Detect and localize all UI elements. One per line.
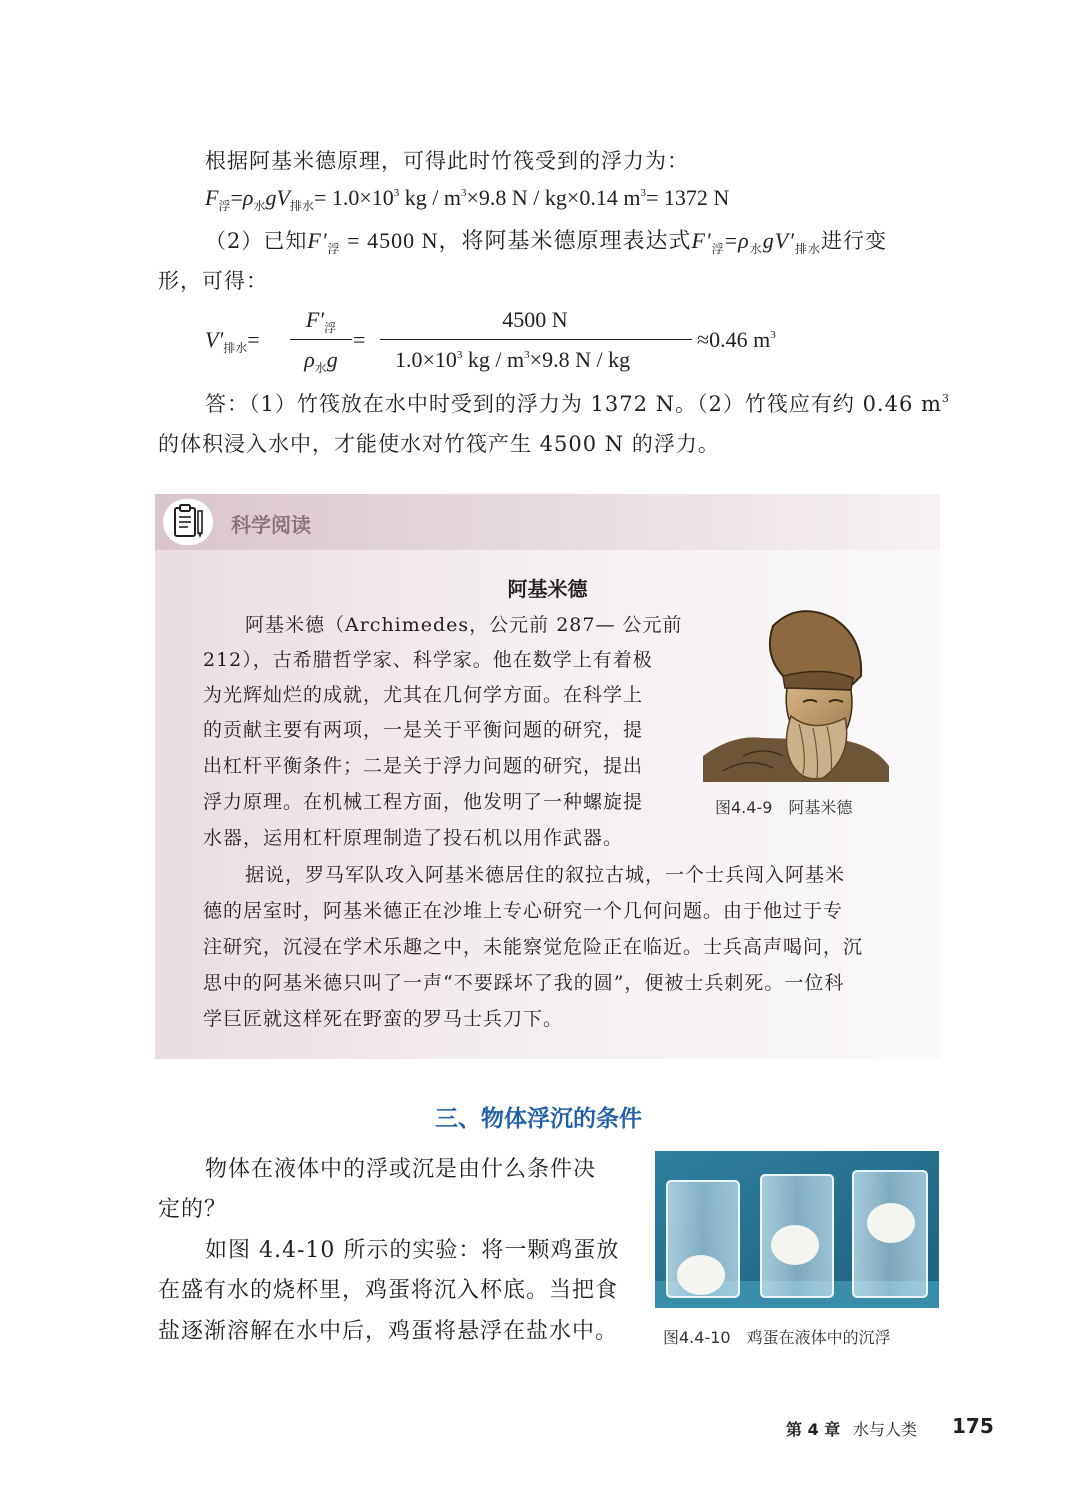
eq-denominator: ρ [304, 347, 315, 372]
equation-volume [205, 305, 825, 380]
eq-numerator: 4500 N [502, 307, 568, 332]
eq-exponent: 3 [941, 392, 950, 405]
page-number: 175 [952, 1414, 994, 1438]
eq-subscript: 浮 [324, 321, 337, 335]
body-line: 在盛有水的烧杯里，鸡蛋将沉入杯底。当把食 [158, 1278, 619, 1303]
eq-subscript: 排水 [223, 341, 248, 355]
eq-subscript: 水 [749, 242, 763, 256]
eq-symbol: F′ [307, 228, 328, 253]
eq-symbol: F′ [691, 228, 712, 253]
eq-text: 1.0×10 [395, 347, 457, 372]
eq-exponent: 3 [461, 187, 467, 199]
eq-sign: = [247, 327, 260, 352]
eq-exponent: 3 [393, 187, 400, 199]
archimedes-portrait-image [703, 606, 889, 782]
text-line [205, 227, 887, 258]
body-line: 定的？ [158, 1197, 228, 1222]
eq-text: ×9.8 N / kg [529, 347, 631, 372]
article-line: 为光辉灿烂的成就，尤其在几何学方面。在科学上 [203, 684, 644, 706]
body-line: 盐逐渐溶解在水中后，鸡蛋将悬浮在盐水中。 [158, 1319, 619, 1344]
article-line: 阿基米德（Archimedes，公元前 287— 公元前 [245, 614, 683, 636]
eq-numerator: F′ [305, 307, 325, 332]
article-line: 水器，运用杠杆原理制造了投石机以用作武器。 [203, 827, 624, 849]
article-line: 学巨匠就这样死在野蛮的罗马士兵刀下。 [203, 1008, 564, 1030]
article-title: 阿基米德 [507, 577, 588, 601]
eq-text: kg / m [462, 347, 525, 372]
article-line: 出杠杆平衡条件；二是关于浮力问题的研究，提出 [203, 755, 644, 777]
eq-subscript: 水 [314, 361, 327, 375]
eq-symbol: F [205, 185, 219, 210]
eq-text: ≈0.46 m [697, 327, 771, 352]
eq-text: kg / m [399, 185, 461, 210]
eq-sign: = [230, 185, 243, 210]
eq-subscript: 水 [253, 199, 266, 213]
eq-sign: = [353, 327, 366, 352]
article-line: 的贡献主要有两项，一是关于平衡问题的研究，提 [203, 719, 644, 741]
figure-caption: 图4.4-10 鸡蛋在液体中的沉浮 [663, 1328, 891, 1347]
text-run: 答：（1）竹筏放在水中时受到的浮力为 1372 N。（2）竹筏应有约 0.46 m [205, 392, 942, 416]
text-run: 进行变 [821, 229, 888, 253]
answer-line: 的体积浸入水中，才能使水对竹筏产生 4500 N 的浮力。 [158, 432, 720, 456]
article-line: 注研究，沉浸在学术乐趣之中，未能察觉危险正在临近。士兵高声喝问，沉 [203, 936, 864, 958]
eq-symbol: gV′ [762, 228, 795, 253]
eq-symbol: V′ [205, 327, 224, 352]
eq-symbol: ρ [738, 228, 750, 253]
fraction-bar [380, 339, 692, 340]
chapter-name: 水与人类 [853, 1420, 918, 1439]
eq-symbol: ρ [242, 185, 254, 210]
body-line: 物体在液体中的浮或沉是由什么条件决 [205, 1157, 597, 1182]
eq-exponent: 3 [770, 329, 776, 341]
figure-caption: 图4.4-9 阿基米德 [715, 798, 853, 817]
article-line: 浮力原理。在机械工程方面，他发明了一种螺旋提 [203, 791, 644, 813]
eq-exponent: 3 [640, 187, 646, 199]
article-line: 德的居室时，阿基米德正在沙堆上专心研究一个几何问题。由于他过于专 [203, 900, 844, 922]
eq-exponent: 3 [524, 349, 530, 361]
eq-subscript: 浮 [218, 199, 231, 213]
text-run: = 4500 N，将阿基米德原理表达式 [340, 228, 692, 253]
egg-experiment-image [655, 1151, 939, 1308]
eq-text: = 1372 N [645, 185, 730, 210]
eq-subscript: 浮 [711, 242, 725, 256]
eq-exponent: 3 [456, 349, 463, 361]
chapter-number: 第 4 章 [786, 1420, 841, 1439]
answer-line [205, 390, 950, 422]
section-title: 三、物体浮沉的条件 [435, 1106, 642, 1132]
eq-symbol: g [326, 347, 338, 372]
clipboard-pencil-icon [163, 499, 213, 545]
body-line: 如图 4.4-10 所示的实验：将一颗鸡蛋放 [205, 1238, 620, 1263]
article-line: 212），古希腊哲学家、科学家。他在数学上有着极 [203, 649, 653, 671]
science-reading-title: 科学阅读 [231, 513, 311, 537]
eq-subscript: 排水 [795, 242, 822, 256]
text-run: （2）已知 [205, 229, 308, 253]
text-line: 根据阿基米德原理，可得此时竹筏受到的浮力为： [205, 149, 689, 173]
article-line: 思中的阿基米德只叫了一声“不要踩坏了我的圆”，便被士兵刺死。一位科 [203, 972, 845, 994]
eq-symbol: gV [265, 185, 290, 210]
text-line: 形，可得： [158, 269, 268, 293]
eq-sign: = [724, 228, 739, 253]
eq-text: = 1.0×10 [313, 185, 394, 210]
fraction-bar [290, 339, 352, 340]
eq-text: ×9.8 N / kg×0.14 m [466, 185, 641, 210]
eq-subscript: 排水 [289, 199, 314, 213]
equation-buoyancy [205, 185, 729, 211]
article-line: 据说，罗马军队攻入阿基米德居住的叙拉古城，一个士兵闯入阿基米 [245, 864, 846, 886]
eq-subscript: 浮 [327, 242, 341, 256]
